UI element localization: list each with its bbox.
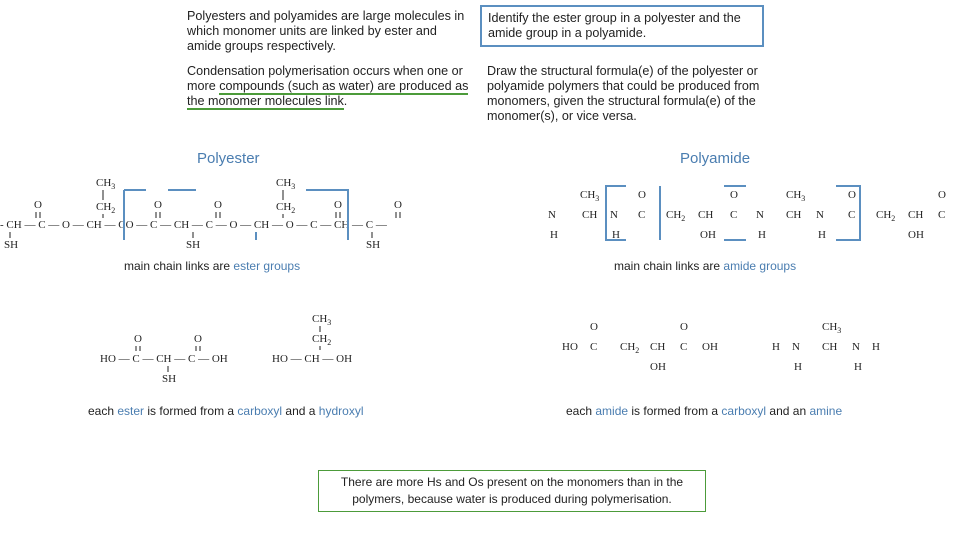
svg-text:H: H	[772, 341, 780, 353]
caption-highlight: carboxyl	[237, 404, 283, 418]
polyester-monomers-structure	[96, 310, 376, 386]
svg-text:HO: HO	[562, 341, 578, 353]
caption-highlight: ester groups	[233, 259, 301, 273]
svg-text:O: O	[194, 333, 202, 345]
svg-text:O: O	[134, 333, 142, 345]
caption-text: each	[566, 404, 596, 418]
svg-text:O: O	[214, 199, 222, 211]
caption-highlight: amide	[595, 404, 629, 418]
polyamide-chain-caption	[614, 259, 796, 273]
identify-box: Identify the ester group in a polyester and the amide group in a polyamide.	[480, 5, 764, 47]
caption-text: main chain links are	[614, 259, 724, 273]
svg-text:N: N	[756, 209, 764, 221]
caption-highlight: amine	[809, 404, 843, 418]
svg-text:H: H	[794, 361, 802, 373]
svg-text:C: C	[848, 209, 856, 221]
svg-text:CH: CH	[786, 209, 802, 221]
svg-text:O: O	[938, 189, 946, 201]
svg-text:C: C	[730, 209, 738, 221]
svg-text:OH: OH	[650, 361, 666, 373]
svg-text:H: H	[550, 229, 558, 241]
svg-text:N: N	[792, 341, 800, 353]
caption-text: is formed from a	[144, 404, 238, 418]
water-note-box: There are more Hs and Os present on the monomers than in the polymers, because water is produced during polymerisation.	[318, 470, 706, 512]
svg-text:H: H	[872, 341, 880, 353]
polyamide-monomer-caption	[566, 404, 842, 418]
svg-text:CH: CH	[650, 341, 666, 353]
polyamide-chain-structure	[540, 180, 960, 248]
svg-text:O: O	[590, 321, 598, 333]
p2-end: .	[343, 94, 348, 108]
svg-text:N: N	[852, 341, 860, 353]
caption-highlight: carboxyl	[721, 404, 767, 418]
polyamide-monomers-structure	[560, 316, 890, 376]
caption-highlight: hydroxyl	[318, 404, 364, 418]
polyester-monomer-caption	[88, 404, 363, 418]
svg-text:O: O	[680, 321, 688, 333]
svg-text:OH: OH	[908, 229, 924, 241]
caption-highlight: ester	[117, 404, 145, 418]
svg-text:CH2: $CH_2$	[96, 201, 116, 215]
svg-text:C: C	[638, 209, 646, 221]
caption-text: and an	[766, 404, 810, 418]
svg-text:O: O	[394, 199, 402, 211]
svg-text:H: H	[854, 361, 862, 373]
intro-paragraph-3: Draw the structural formula(e) of the polyester or polyamide polymers that could be produced from monomers, given the structural formula(e) of the monomer(s), or vice versa.	[487, 64, 760, 123]
svg-text:- CH — C — O — CH — CO — C — C: - CH — C — O — CH — CO — C — CH — C — O — CH — O — C — CH — C —	[0, 219, 387, 231]
svg-text:CH2: $CH_2$	[312, 333, 332, 347]
svg-text:N: N	[816, 209, 824, 221]
svg-text:H: H	[818, 229, 826, 241]
svg-text:CH3: $CH_3$	[786, 189, 806, 203]
svg-text:CH3: $CH_3$	[822, 321, 842, 335]
svg-text:H: H	[612, 229, 620, 241]
svg-text:CH: CH	[698, 209, 714, 221]
svg-text:SH: SH	[366, 239, 381, 251]
svg-text:OH: OH	[700, 229, 716, 241]
svg-text:O: O	[730, 189, 738, 201]
svg-text:CH2: $CH_2$	[276, 201, 296, 215]
svg-text:H: H	[758, 229, 766, 241]
caption-text: main chain links are	[124, 259, 234, 273]
svg-text:SH: SH	[162, 373, 177, 385]
svg-text:CH2: $CH_2$	[666, 209, 686, 223]
caption-text: is formed from a	[628, 404, 722, 418]
caption-highlight: amide groups	[723, 259, 797, 273]
polyamide-title: Polyamide	[680, 150, 751, 167]
svg-text:SH: SH	[4, 239, 19, 251]
svg-text:CH3: $CH_3$	[96, 177, 116, 191]
polyester-chain-structure	[0, 172, 440, 258]
svg-text:C: C	[590, 341, 598, 353]
svg-text:CH2: $CH_2$	[620, 341, 640, 355]
caption-text: each	[88, 404, 118, 418]
svg-text:O: O	[34, 199, 42, 211]
svg-text:O: O	[334, 199, 342, 211]
svg-text:CH: CH	[822, 341, 838, 353]
svg-text:N: N	[610, 209, 618, 221]
svg-text:HO — CH — OH: HO — CH — OH	[272, 353, 353, 365]
svg-text:CH3: $CH_3$	[276, 177, 296, 191]
svg-text:C: C	[938, 209, 946, 221]
svg-text:C: C	[680, 341, 688, 353]
p2-underlined-text: compounds (such as water) are produced as the monomer molecules link	[187, 79, 469, 108]
svg-text:OH: OH	[702, 341, 718, 353]
svg-text:O: O	[154, 199, 162, 211]
svg-text:CH2: $CH_2$	[876, 209, 896, 223]
svg-text:O: O	[848, 189, 856, 201]
svg-text:SH: SH	[186, 239, 201, 251]
svg-text:HO — C — CH — C — OH: HO — C — CH — C — OH	[100, 353, 228, 365]
svg-text:N: N	[548, 209, 556, 221]
polyester-chain-caption	[124, 259, 300, 273]
polyester-title: Polyester	[197, 150, 260, 167]
p2-text: Condensation polymerisation occurs when one or more	[187, 64, 463, 93]
intro-paragraph-2	[187, 64, 472, 109]
svg-text:O: O	[638, 189, 646, 201]
caption-text: and a	[282, 404, 319, 418]
intro-paragraph-1: Polyesters and polyamides are large molecules in which monomer units are linked by ester and amide groups respectively.	[187, 9, 465, 53]
svg-text:CH: CH	[582, 209, 598, 221]
svg-text:CH3: $CH_3$	[312, 313, 332, 327]
svg-text:CH3: $CH_3$	[580, 189, 600, 203]
svg-text:CH: CH	[908, 209, 924, 221]
